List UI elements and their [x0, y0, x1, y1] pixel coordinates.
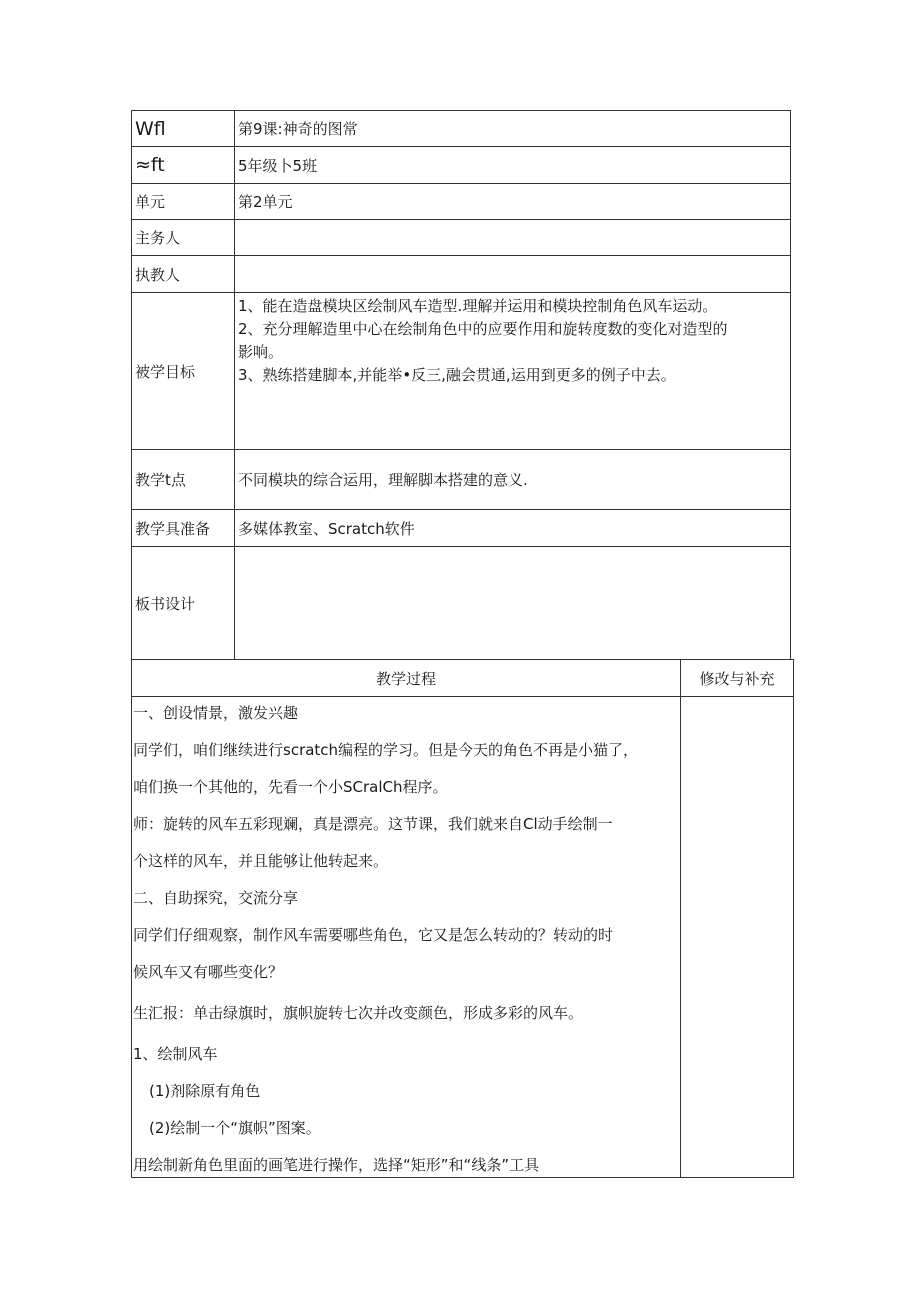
goal-item: 2、充分理解造里中心在绘制角色中的应要作用和旋转度数的变化对造型的 [238, 320, 728, 338]
info-row-goals [132, 293, 791, 450]
process-body-row [132, 697, 794, 1178]
info-row-class [132, 147, 791, 184]
key-points-value: 不同模块的综合运用，理解脚本搭建的意义. [235, 450, 791, 510]
info-row-teacher [132, 256, 791, 293]
process-line: 同学们仔细观察，制作风车需要哪些角色，它又是怎么转动的？转动的时 [133, 926, 614, 944]
info-row-key-points [132, 450, 791, 510]
revision-header: 修改与补充 [681, 660, 794, 697]
revision-content [681, 697, 794, 1178]
board-label: 板书设计 [132, 547, 235, 660]
unit-value: 第2单元 [235, 184, 791, 220]
process-header-row [132, 660, 794, 697]
info-row-preparation [132, 510, 791, 547]
board-value [235, 547, 791, 660]
key-points-label: 教学t点 [132, 450, 235, 510]
process-line: 用绘制新角色里面的画笔进行操作，选择“矩形”和“线条”工具 [133, 1156, 540, 1174]
unit-label: 单元 [132, 184, 235, 220]
info-row-title [132, 111, 791, 147]
class-label: ≈ft [132, 147, 235, 184]
process-line: 咱们换一个其他的，先看一个小SCralCh程序。 [133, 778, 448, 796]
process-line: (1)剂除原有角色 [149, 1082, 261, 1100]
preparation-label: 教学具准备 [132, 510, 235, 547]
process-line: 个这样的风车，并且能够让他转起来。 [133, 852, 389, 870]
goal-item: 3、熟练搭建脚本,并能举•反三,融会贯通,运用到更多的例子中去。 [238, 366, 676, 384]
goals-cell [235, 293, 791, 450]
teacher-value [235, 256, 791, 293]
process-content [132, 697, 681, 1178]
info-row-unit [132, 184, 791, 220]
goals-label: 被学目标 [132, 293, 235, 450]
info-row-board [132, 547, 791, 660]
process-line: 一、创设情景，激发兴趣 [133, 704, 299, 722]
process-line: 二、自助探究，交流分享 [133, 889, 299, 907]
goal-item: 1、能在造盘模块区绘制风车造型.理解并运用和模块控制角色风车运动。 [238, 297, 718, 315]
teaching-process-table [131, 659, 794, 1178]
process-line: 1、绘制风车 [133, 1045, 218, 1063]
class-value: 5年级卜5班 [235, 147, 791, 184]
process-line: 师：旋转的风车五彩现斓，真是漂亮。这节课，我们就来自Cl动手绘制一 [133, 815, 613, 833]
preparation-value: 多媒体教室、Scratch软件 [235, 510, 791, 547]
title-label: Wfl [132, 111, 235, 147]
teacher-label: 执教人 [132, 256, 235, 293]
title-value: 第9课:神奇的图常 [235, 111, 791, 147]
lesson-info-table [131, 110, 791, 660]
process-line: (2)绘制一个“旗帜”图案。 [149, 1119, 321, 1137]
preparer-label: 主务人 [132, 220, 235, 256]
info-row-preparer [132, 220, 791, 256]
process-header: 教学过程 [132, 660, 681, 697]
process-line: 候风车又有哪些变化？ [133, 963, 284, 981]
process-line: 生汇报：单击绿旗时，旗帜旋转七次并改变颜色，形成多彩的风车。 [133, 1004, 584, 1022]
preparer-value [235, 220, 791, 256]
goal-item: 影响。 [238, 343, 284, 361]
lesson-plan-page [131, 110, 791, 1178]
process-line: 同学们，咱们继续进行scratch编程的学习。但是今天的角色不再是小猫了， [133, 741, 639, 759]
